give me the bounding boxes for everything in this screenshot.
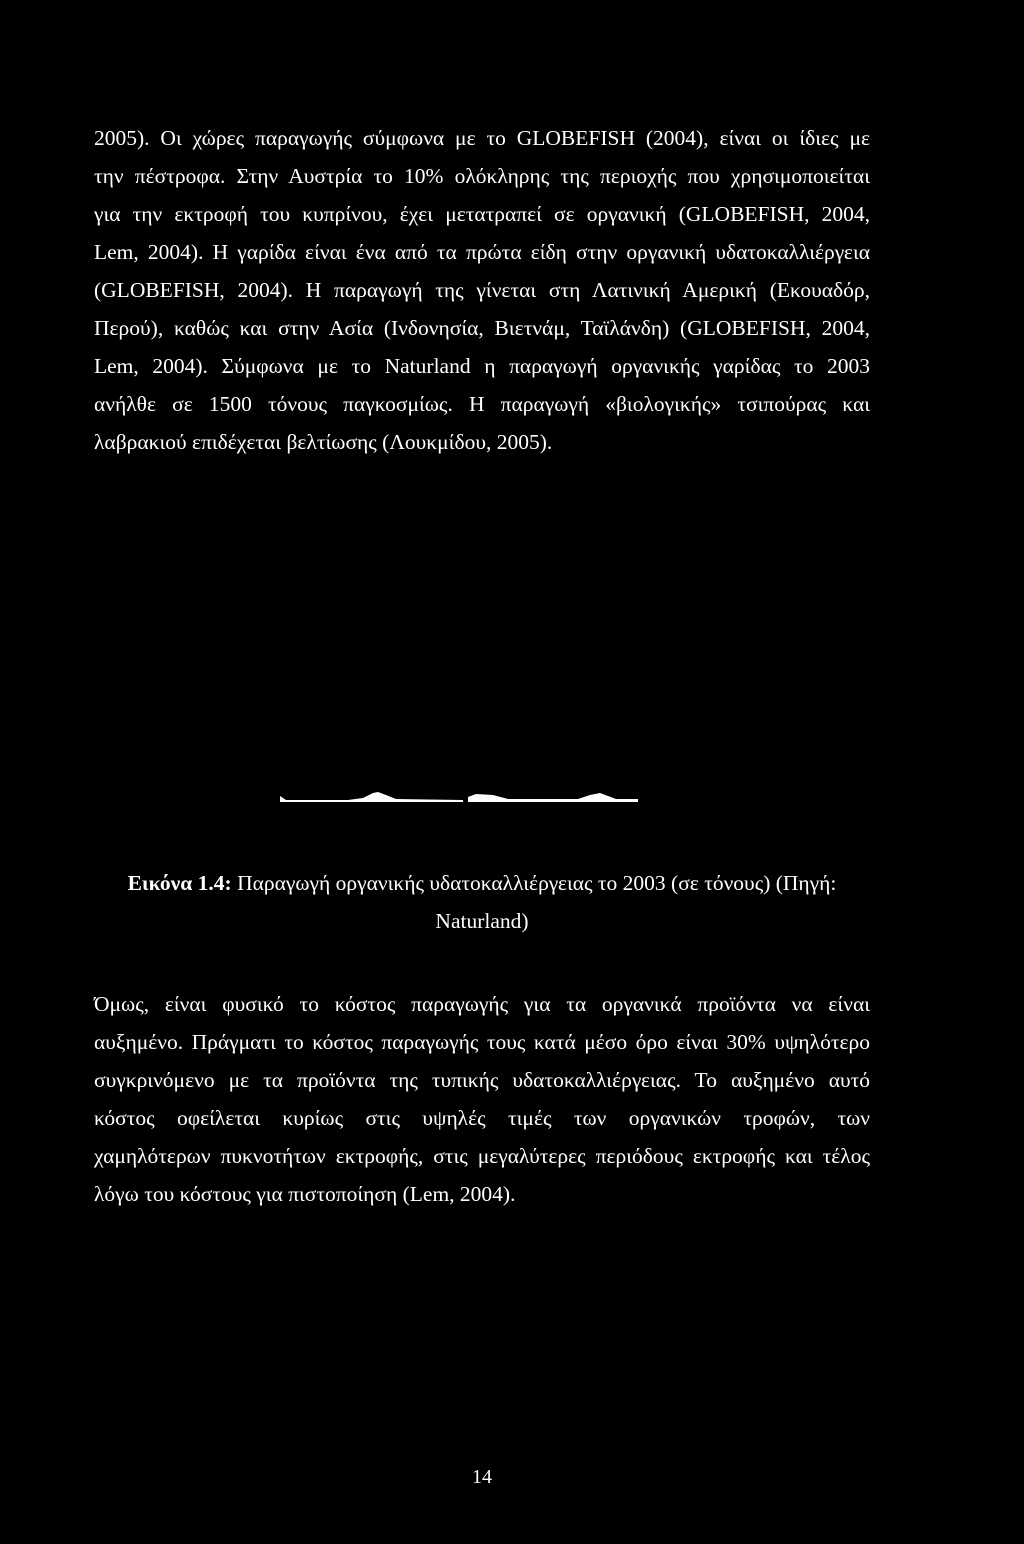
paragraph-1 [94, 119, 870, 461]
text-line: Περού), καθώς και στην Ασία (Ινδονησία, Βιετνάμ, Ταϊλάνδη) (GLOBEFISH, 2004, [94, 316, 870, 340]
figure-caption [94, 864, 870, 940]
text-line: Lem, 2004). Σύμφωνα με το Naturland η παραγωγή οργανικής γαρίδας το 2003 [94, 354, 870, 378]
paragraph-2 [94, 985, 870, 1213]
text-line: (GLOBEFISH, 2004). Η παραγωγή της γίνεται στη Λατινική Αμερική (Εκουαδόρ, [94, 278, 870, 302]
text-line: για την εκτροφή του κυπρίνου, έχει μετατραπεί σε οργανική (GLOBEFISH, 2004, [94, 202, 870, 226]
text-line: λαβρακιού επιδέχεται βελτίωσης (Λουκμίδου, 2005). [94, 430, 553, 454]
text-line: συγκρινόμενο με τα προϊόντα της τυπικής υδατοκαλλιέργειας. Το αυξημένο αυτό [94, 1068, 870, 1092]
text-line: κόστος οφείλεται κυρίως στις υψηλές τιμές των οργανικών τροφών, των [94, 1106, 870, 1130]
text-line: ανήλθε σε 1500 τόνους παγκοσμίως. Η παραγωγή «βιολογικής» τσιπούρας και [94, 392, 870, 416]
caption-line-1 [94, 864, 870, 902]
text-line: αυξημένο. Πράγματι το κόστος παραγωγής τους κατά μέσο όρο είναι 30% υψηλότερο [94, 1030, 870, 1054]
text-line: λόγω του κόστους για πιστοποίηση (Lem, 2004). [94, 1182, 516, 1206]
figure-remnant-graphic [278, 790, 640, 806]
caption-label: Εικόνα 1.4: [127, 871, 232, 895]
text-line: 2005). Οι χώρες παραγωγής σύμφωνα με το GLOBEFISH (2004), είναι οι ίδιες με [94, 126, 870, 150]
text-line: την πέστροφα. Στην Αυστρία το 10% ολόκληρης της περιοχής που χρησιμοποιείται [94, 164, 870, 188]
caption-text: Παραγωγή οργανικής υδατοκαλλιέργειας το 2003 (σε τόνους) (Πηγή: [231, 871, 837, 895]
page-number: 14 [472, 1466, 492, 1488]
text-line: Lem, 2004). Η γαρίδα είναι ένα από τα πρώτα είδη στην οργανική υδατοκαλλιέργεια [94, 240, 870, 264]
caption-line-2: Naturland) [435, 909, 529, 933]
text-line: Όμως, είναι φυσικό το κόστος παραγωγής για τα οργανικά προϊόντα να είναι [94, 992, 870, 1016]
text-line: χαμηλότερων πυκνοτήτων εκτροφής, στις μεγαλύτερες περιόδους εκτροφής και τέλος [94, 1144, 870, 1168]
